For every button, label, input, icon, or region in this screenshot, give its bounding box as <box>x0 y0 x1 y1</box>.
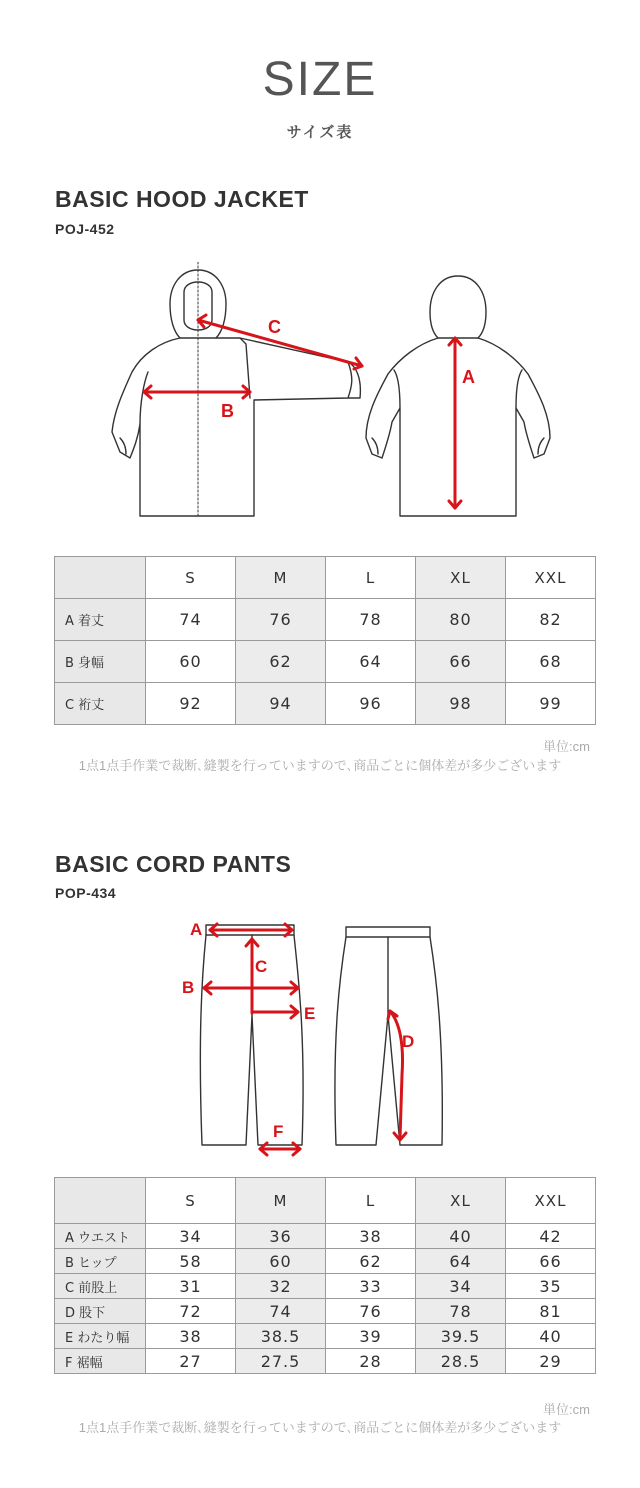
table-cell: 94 <box>236 683 326 725</box>
table-cell: 39.5 <box>416 1324 506 1349</box>
pants-code: POP-434 <box>55 885 117 901</box>
table-cell: 76 <box>236 599 326 641</box>
size-header: L <box>326 557 416 599</box>
table-cell: 28.5 <box>416 1349 506 1374</box>
row-label: A ウエスト <box>55 1224 146 1249</box>
table-cell: 64 <box>326 641 416 683</box>
table-cell: 36 <box>236 1224 326 1249</box>
table-cell: 99 <box>506 683 596 725</box>
size-header: S <box>146 1178 236 1224</box>
page-title: SIZE <box>262 53 378 106</box>
handmade-note: 1点1点手作業で裁断､縫製を行っていますので､商品ごとに個体差が多少ございます <box>78 1420 562 1435</box>
unit-label: 単位:cm <box>543 1402 590 1417</box>
row-label: B 身幅 <box>55 641 146 683</box>
table-cell: 62 <box>326 1249 416 1274</box>
jacket-label-c: C <box>268 317 281 337</box>
table-cell: 38.5 <box>236 1324 326 1349</box>
size-header: XL <box>416 557 506 599</box>
table-cell: 27 <box>146 1349 236 1374</box>
table-cell: 34 <box>416 1274 506 1299</box>
table-cell: 28 <box>326 1349 416 1374</box>
row-label: C 前股上 <box>55 1274 146 1299</box>
table-cell: 34 <box>146 1224 236 1249</box>
row-label: D 股下 <box>55 1299 146 1324</box>
table-cell: 29 <box>506 1349 596 1374</box>
table-cell: 40 <box>506 1324 596 1349</box>
row-label: A 着丈 <box>55 599 146 641</box>
table-cell: 81 <box>506 1299 596 1324</box>
table-cell: 62 <box>236 641 326 683</box>
table-cell: 42 <box>506 1224 596 1249</box>
pants-illustration <box>180 915 450 1160</box>
jacket-illustration <box>100 262 560 524</box>
size-header: XXL <box>506 1178 596 1224</box>
table-cell: 27.5 <box>236 1349 326 1374</box>
table-cell: 80 <box>416 599 506 641</box>
jacket-label-b: B <box>221 401 234 421</box>
table-cell: 72 <box>146 1299 236 1324</box>
table-cell: 33 <box>326 1274 416 1299</box>
table-cell: 66 <box>416 641 506 683</box>
table-header-row <box>55 557 596 599</box>
table-header-row <box>55 1178 596 1224</box>
jacket-label-a: A <box>462 367 475 387</box>
row-label: B ヒップ <box>55 1249 146 1274</box>
table-corner <box>55 1178 146 1224</box>
jacket-name: BASIC HOOD JACKET <box>55 186 309 212</box>
table-cell: 35 <box>506 1274 596 1299</box>
table-cell: 38 <box>326 1224 416 1249</box>
size-header: XXL <box>506 557 596 599</box>
pants-label-f: F <box>273 1122 284 1141</box>
table-row <box>55 1324 596 1349</box>
table-cell: 31 <box>146 1274 236 1299</box>
table-row <box>55 1349 596 1374</box>
table-cell: 68 <box>506 641 596 683</box>
table-row <box>55 1299 596 1324</box>
table-cell: 60 <box>236 1249 326 1274</box>
size-header: XL <box>416 1178 506 1224</box>
table-cell: 64 <box>416 1249 506 1274</box>
table-cell: 78 <box>326 599 416 641</box>
pants-label-e: E <box>304 1004 316 1023</box>
table-cell: 74 <box>236 1299 326 1324</box>
table-cell: 96 <box>326 683 416 725</box>
page-subtitle: サイズ表 <box>286 124 354 141</box>
row-label: C 裄丈 <box>55 683 146 725</box>
table-cell: 78 <box>416 1299 506 1324</box>
pants-name: BASIC CORD PANTS <box>55 851 292 877</box>
pants-label-d: D <box>402 1032 415 1051</box>
pants-size-table <box>54 1177 596 1374</box>
size-header: L <box>326 1178 416 1224</box>
table-cell: 58 <box>146 1249 236 1274</box>
table-cell: 74 <box>146 599 236 641</box>
pants-label-a: A <box>190 920 203 939</box>
size-header: M <box>236 1178 326 1224</box>
table-row <box>55 641 596 683</box>
unit-label: 単位:cm <box>543 739 590 754</box>
table-row <box>55 599 596 641</box>
table-cell: 32 <box>236 1274 326 1299</box>
table-cell: 60 <box>146 641 236 683</box>
row-label: F 裾幅 <box>55 1349 146 1374</box>
table-cell: 76 <box>326 1299 416 1324</box>
pants-label-c: C <box>255 957 268 976</box>
pants-label-b: B <box>182 978 195 997</box>
table-row <box>55 1224 596 1249</box>
table-row <box>55 683 596 725</box>
table-cell: 98 <box>416 683 506 725</box>
table-row <box>55 1274 596 1299</box>
table-cell: 92 <box>146 683 236 725</box>
size-header: M <box>236 557 326 599</box>
table-cell: 39 <box>326 1324 416 1349</box>
table-cell: 82 <box>506 599 596 641</box>
table-corner <box>55 557 146 599</box>
table-cell: 38 <box>146 1324 236 1349</box>
jacket-size-table <box>54 556 596 725</box>
table-row <box>55 1249 596 1274</box>
table-cell: 66 <box>506 1249 596 1274</box>
row-label: E わたり幅 <box>55 1324 146 1349</box>
size-header: S <box>146 557 236 599</box>
handmade-note: 1点1点手作業で裁断､縫製を行っていますので､商品ごとに個体差が多少ございます <box>78 758 562 773</box>
jacket-code: POJ-452 <box>55 221 115 237</box>
table-cell: 40 <box>416 1224 506 1249</box>
